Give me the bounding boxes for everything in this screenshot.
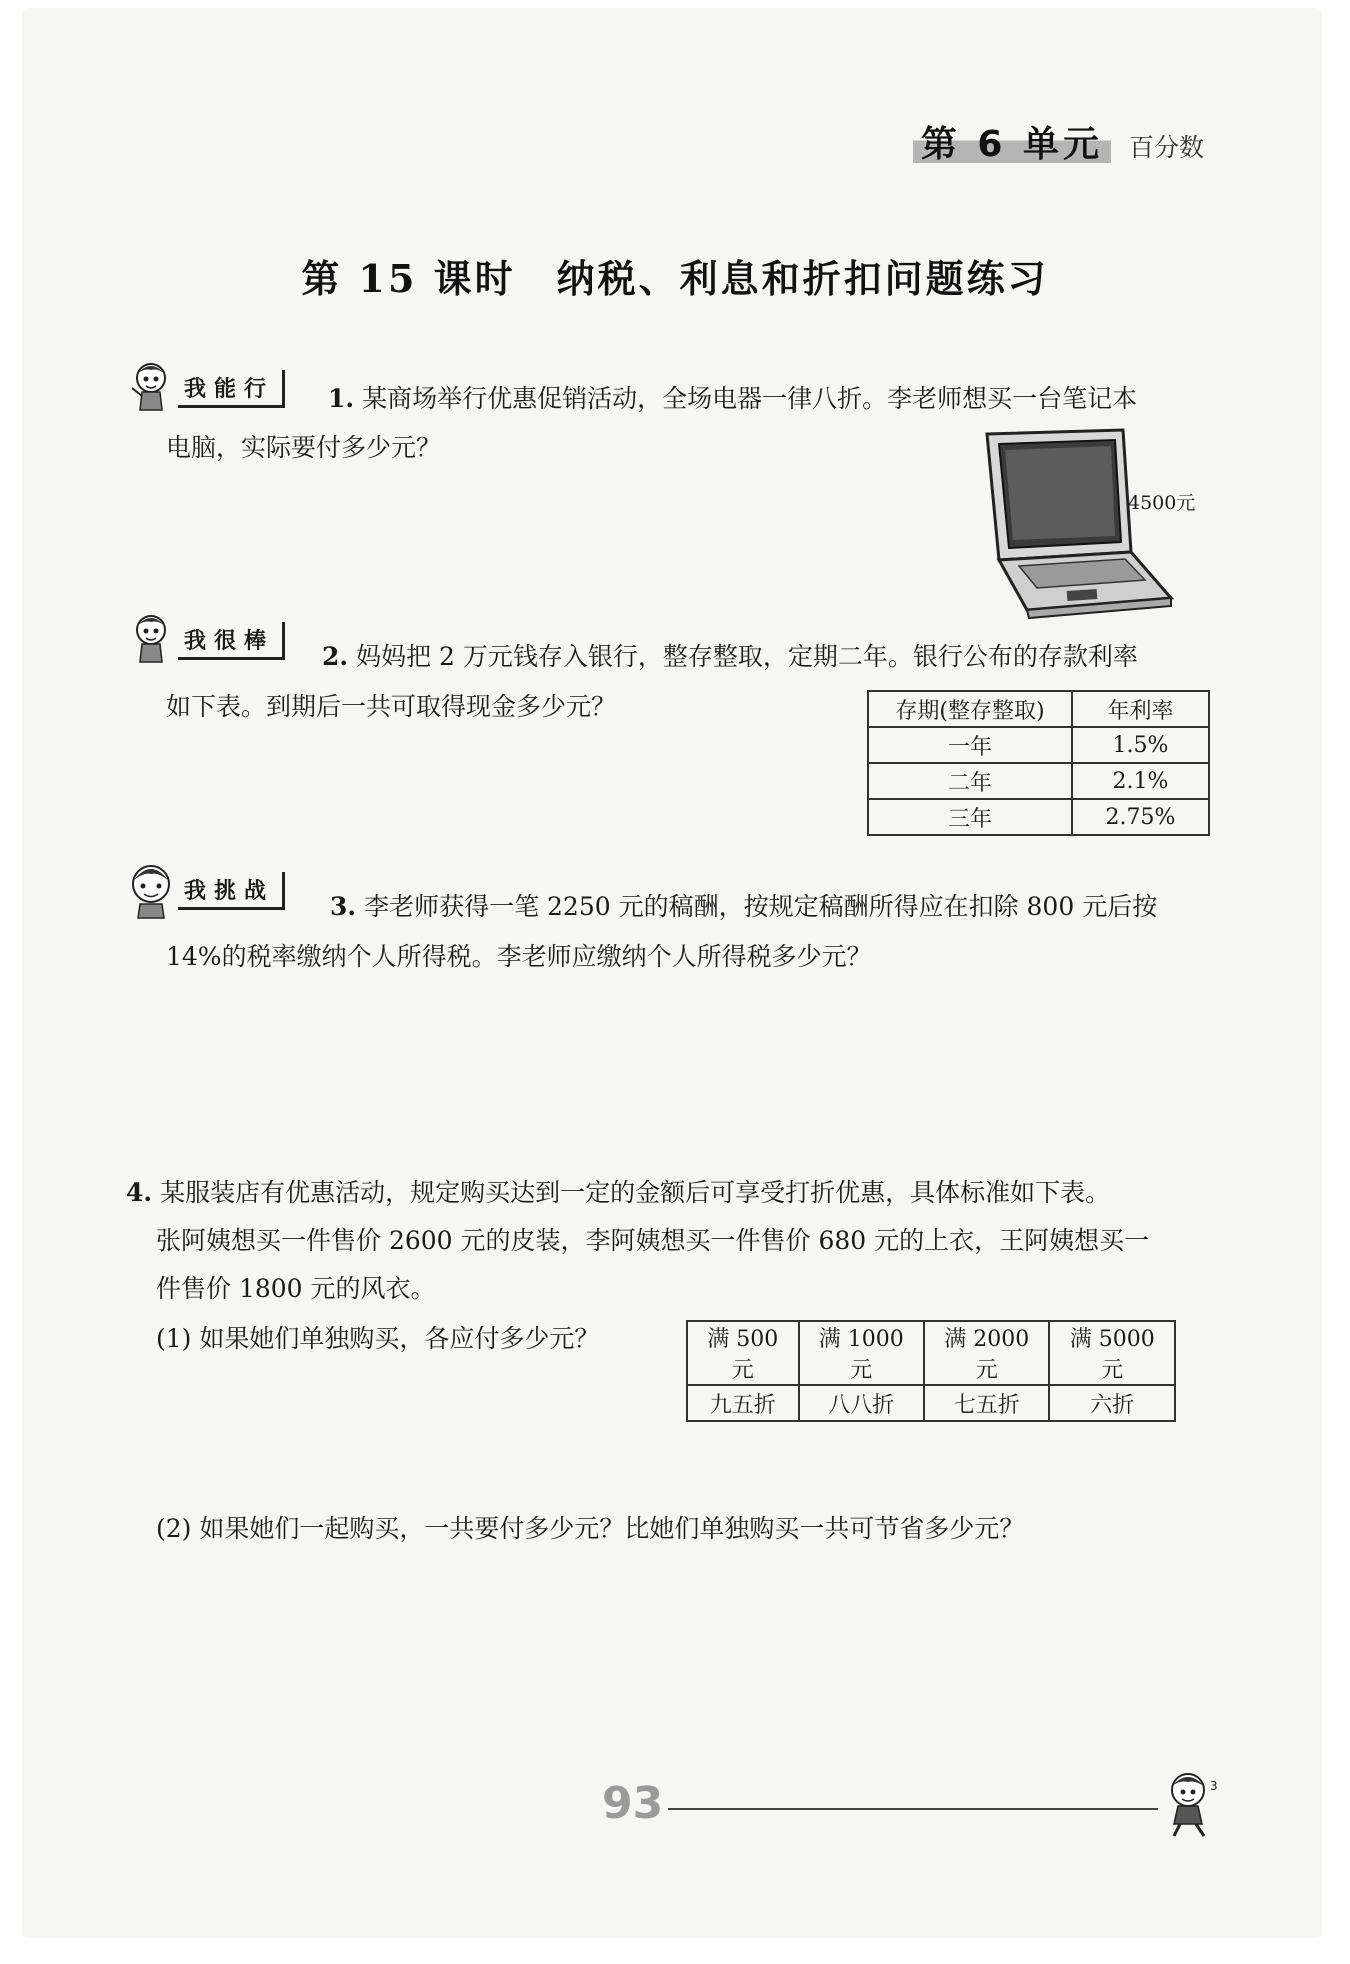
table-cell: 八八折	[799, 1385, 924, 1421]
level-label: 我挑战	[178, 872, 285, 910]
table-row	[868, 727, 1209, 763]
table-cell: 三年	[868, 799, 1072, 835]
table-header-cell: 存期(整存整取)	[868, 691, 1072, 727]
question-3	[330, 884, 1230, 930]
cartoon-girl-icon	[128, 612, 174, 670]
question-number: 4.	[126, 1178, 153, 1207]
table-header-row	[868, 691, 1209, 727]
table-row	[868, 763, 1209, 799]
question-3-line2: 14%的税率缴纳个人所得税。李老师应缴纳个人所得税多少元？	[166, 942, 872, 971]
question-text: 李老师获得一笔 2250 元的稿酬，按规定稿酬所得应在扣除 800 元后按	[364, 892, 1158, 921]
question-text: 妈妈把 2 万元钱存入银行，整存整取，定期二年。银行公布的存款利率	[356, 642, 1138, 671]
question-number: 1.	[328, 384, 355, 413]
cartoon-kids-icon	[128, 862, 174, 920]
interest-rate-table	[867, 690, 1210, 836]
table-cell: 二年	[868, 763, 1072, 799]
table-cell: 2.1%	[1072, 763, 1209, 799]
table-row	[868, 799, 1209, 835]
question-text: 某商场举行优惠促销活动，全场电器一律八折。李老师想买一台笔记本	[362, 384, 1138, 413]
question-4	[126, 1170, 1236, 1216]
discount-table	[686, 1320, 1176, 1422]
table-cell: 一年	[868, 727, 1072, 763]
question-2	[322, 634, 1232, 680]
level-badge-3	[128, 862, 285, 920]
table-cell: 九五折	[687, 1385, 799, 1421]
level-badge-2	[128, 612, 285, 670]
table-cell: 满 500 元	[687, 1321, 799, 1385]
question-text: 某服装店有优惠活动，规定购买达到一定的金额后可享受打折优惠，具体标准如下表。	[160, 1178, 1111, 1207]
level-badge-1	[128, 360, 285, 418]
laptop-price: 4500元	[1128, 492, 1196, 514]
page-number: 93	[602, 1778, 664, 1829]
level-label: 我很棒	[178, 622, 285, 660]
question-1	[328, 376, 1228, 422]
unit-subtitle: 百分数	[1128, 133, 1204, 162]
svg-text:3: 3	[1210, 1779, 1218, 1793]
mascot-icon	[1158, 1768, 1222, 1844]
table-cell: 2.75%	[1072, 799, 1209, 835]
table-row	[687, 1321, 1175, 1385]
question-4-part2: (2) 如果她们一起购买，一共要付多少元？比她们单独购买一共可节省多少元？	[156, 1514, 1025, 1543]
table-cell: 1.5%	[1072, 727, 1209, 763]
question-number: 3.	[330, 892, 357, 921]
footer-rule	[668, 1808, 1158, 1810]
table-cell: 满 5000 元	[1049, 1321, 1175, 1385]
unit-header	[913, 116, 1204, 167]
table-cell: 满 1000 元	[799, 1321, 924, 1385]
question-4-part1: (1) 如果她们单独购买，各应付多少元？	[156, 1324, 600, 1353]
table-header-cell: 年利率	[1072, 691, 1209, 727]
lesson-title: 第 15 课时 纳税、利息和折扣问题练习	[301, 256, 1049, 301]
laptop-illustration	[975, 428, 1175, 624]
table-row	[687, 1385, 1175, 1421]
table-cell: 六折	[1049, 1385, 1175, 1421]
level-label: 我能行	[178, 370, 285, 408]
table-cell: 满 2000 元	[924, 1321, 1049, 1385]
question-4-line3: 件售价 1800 元的风衣。	[156, 1274, 436, 1303]
cartoon-girl-icon	[128, 360, 174, 418]
table-cell: 七五折	[924, 1385, 1049, 1421]
question-number: 2.	[322, 642, 349, 671]
question-1-line2: 电脑，实际要付多少元？	[166, 433, 442, 462]
unit-label: 第 6 单元	[913, 116, 1111, 167]
question-2-line2: 如下表。到期后一共可取得现金多少元？	[166, 692, 617, 721]
question-4-line2: 张阿姨想买一件售价 2600 元的皮装，李阿姨想买一件售价 680 元的上衣，王阿姨想买一	[156, 1226, 1150, 1255]
